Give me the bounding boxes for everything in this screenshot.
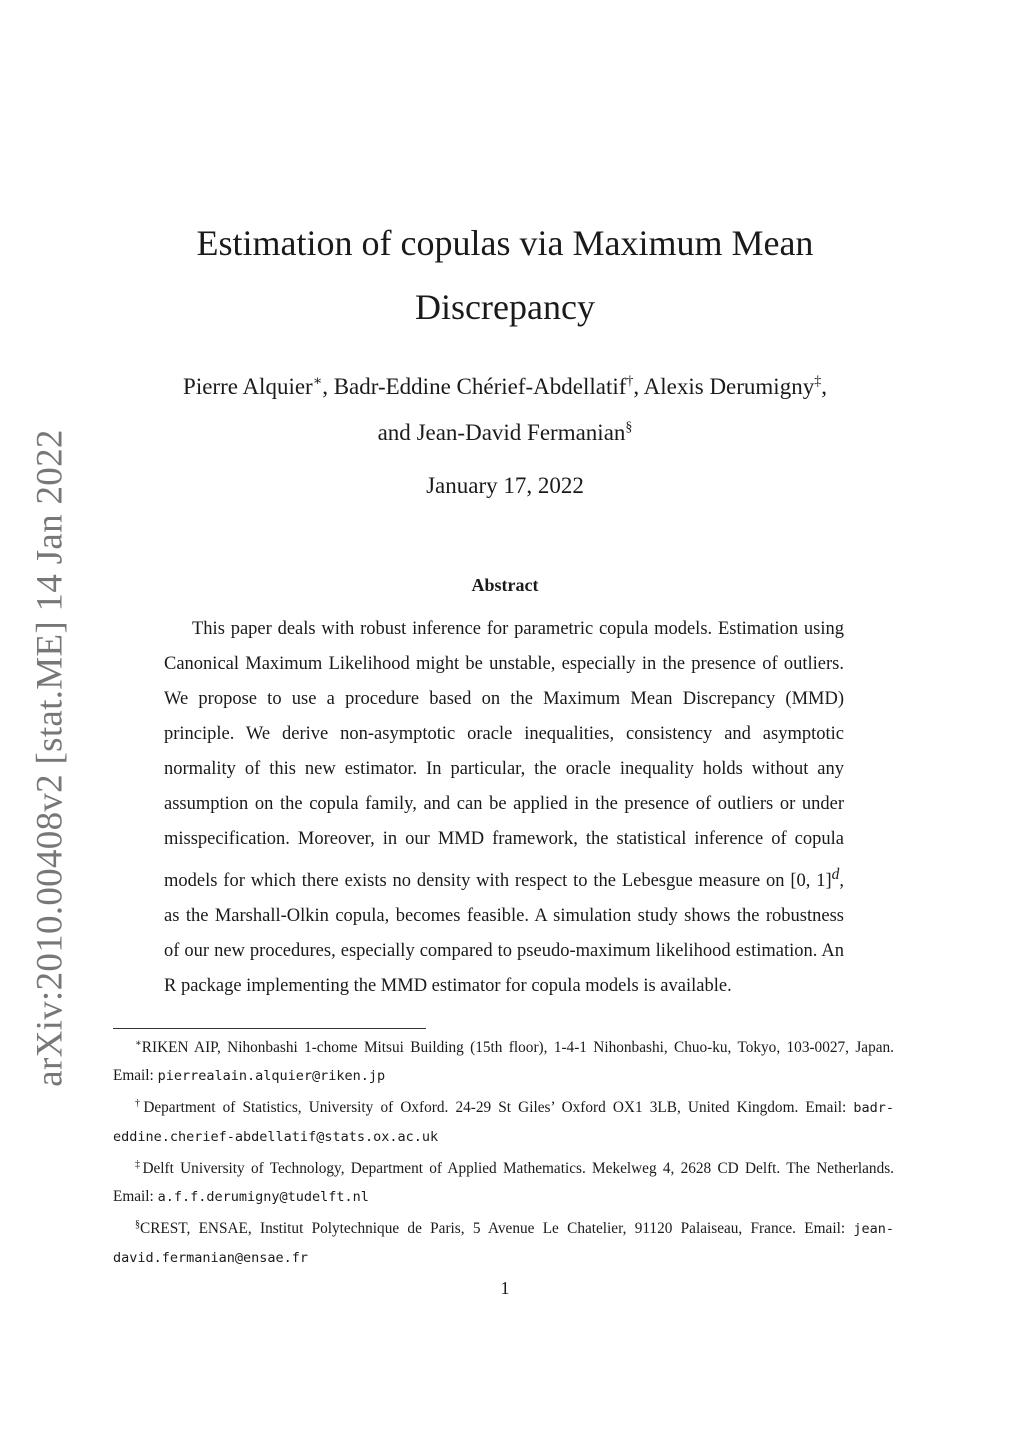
footnote-text: CREST, ENSAE, Institut Polytechnique de Paris, 5 Avenue Le Chatelier, 91120 Palaiseau, France. Email:: [140, 1220, 854, 1237]
footnote-mark: §: [135, 1219, 140, 1230]
footnote: [113, 1030, 894, 1090]
author-footnote-mark: §: [625, 420, 633, 435]
math-exponent: d: [831, 866, 840, 883]
footnote-text: Delft University of Technology, Department of Applied Mathematics. Mekelweg 4, 2628 CD Delft. The Netherlands. Email:: [113, 1160, 894, 1205]
abstract-text-part: This paper deals with robust inference for parametric copula models. Estimation using Canonical Maximum Likelihood might be unstable, especially in the presence of outliers. We propose to use a procedure based on the Maximum Mean Discrepancy (MMD) principle. We derive non-asymptotic oracle inequalities, consistency and asymptotic normality of this new estimator. In particular, the oracle inequality holds without any assumption on the copula family, and can be applied in the presence of outliers or under misspecification. Moreover, in our MMD framework, the statistical inference of copula models for which there exists no density with respect to the Lebesgue measure on: [164, 619, 844, 892]
author-list-line-2: [110, 420, 900, 446]
email-link[interactable]: jean-david.fermanian@ensae.fr: [113, 1221, 894, 1266]
footnote: [113, 1151, 894, 1211]
footnote: [113, 1211, 894, 1272]
author-name: Pierre Alquier: [183, 374, 313, 399]
footnote-mark: †: [135, 1098, 144, 1109]
math-interval: [0, 1]: [790, 871, 832, 892]
footnote-text: Department of Statistics, University of Oxford. 24-29 St Giles’ Oxford OX1 3LB, United Kingdom. Email:: [143, 1099, 854, 1116]
email-link[interactable]: badr-eddine.cherief-abdellatif@stats.ox.ac.uk: [113, 1100, 894, 1145]
email-link[interactable]: pierrealain.alquier@riken.jp: [157, 1067, 386, 1084]
footnote-divider: [113, 1028, 426, 1029]
author-separator: ,: [821, 374, 827, 399]
author-name: Badr-Eddine Chérief-Abdellatif: [333, 374, 627, 399]
author-name: Alexis Derumigny: [643, 374, 815, 399]
paper-title-line-2: Discrepancy: [415, 287, 595, 327]
abstract-text: [164, 612, 844, 1004]
author-footnote-mark: ‡: [814, 374, 822, 389]
footnote-mark: ∗: [135, 1038, 142, 1049]
author-separator: ,: [322, 374, 334, 399]
author-footnote-mark: ∗: [312, 374, 323, 389]
abstract-heading: Abstract: [471, 575, 539, 595]
arxiv-identifier: arXiv:2010.00408v2 [stat.ME] 14 Jan 2022: [29, 429, 71, 1087]
author-separator: ,: [633, 374, 644, 399]
paper-date: January 17, 2022: [426, 473, 584, 498]
footnote: [113, 1090, 894, 1151]
author-name: Jean-David Fermanian: [416, 420, 626, 445]
author-list-line-1: [110, 373, 900, 400]
author-footnote-mark: †: [626, 374, 634, 389]
footnote-mark: ‡: [135, 1159, 143, 1170]
page-number: 1: [500, 1278, 510, 1298]
paper-title-line-1: Estimation of copulas via Maximum Mean: [196, 223, 814, 263]
email-link[interactable]: a.f.f.derumigny@tudelft.nl: [157, 1188, 369, 1205]
author-prefix: and: [377, 420, 417, 445]
footnotes: [113, 1030, 894, 1272]
footnote-text: RIKEN AIP, Nihonbashi 1-chome Mitsui Building (15th floor), 1-4-1 Nihonbashi, Chuo-ku, Tokyo, 103-0027, Japan. Email:: [113, 1039, 894, 1084]
abstract-text-part: , as the Marshall-Olkin copula, becomes feasible. A simulation study shows the robustness of our new procedures, especially compared to pseudo-maximum likelihood estimation. An R package implementing the MMD estimator for copula models is available.: [164, 871, 844, 997]
